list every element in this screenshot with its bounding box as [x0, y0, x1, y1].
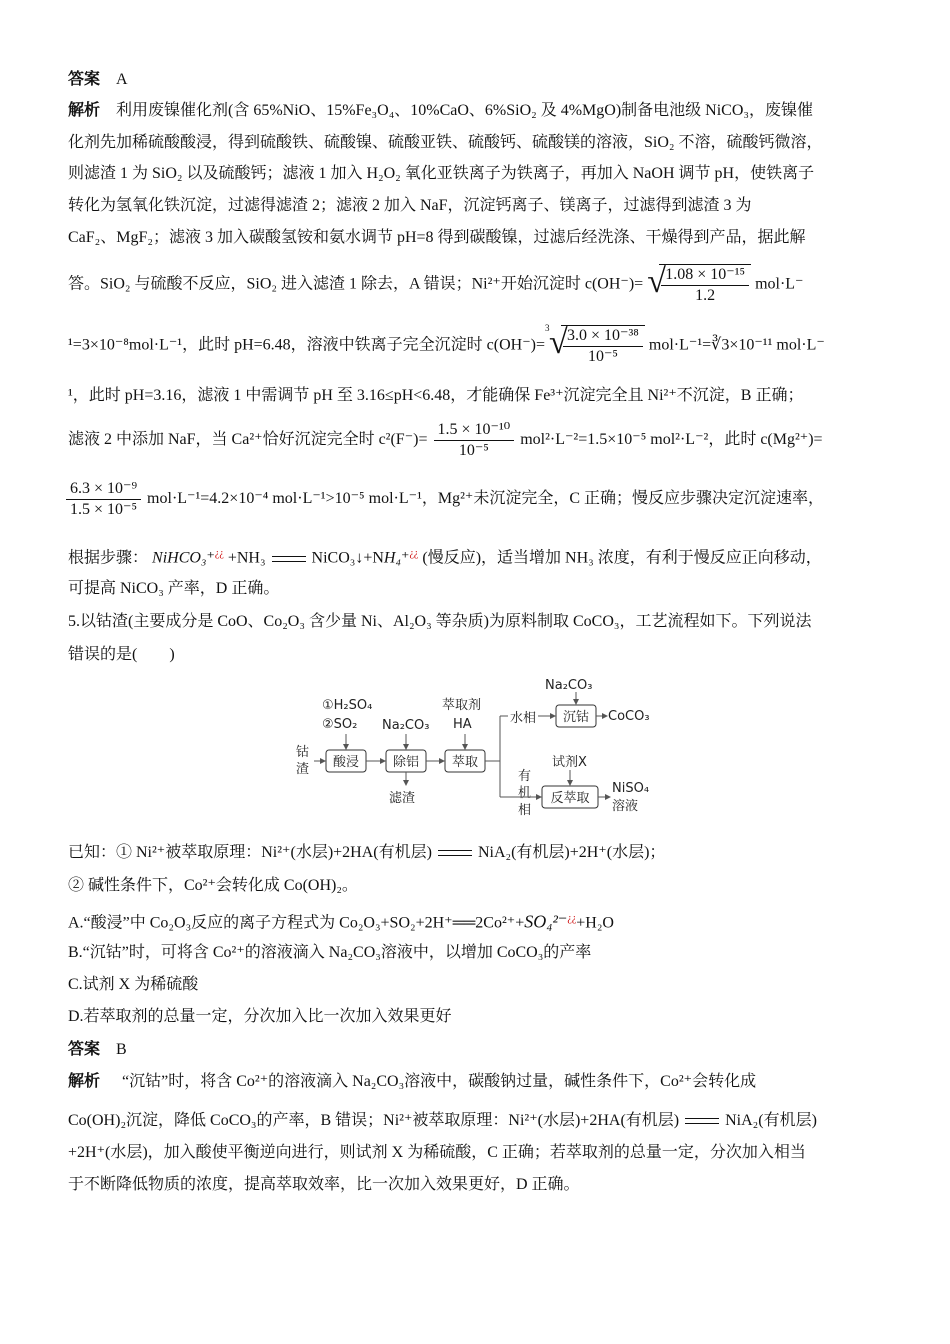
fraction-denominator: 10⁻⁵	[458, 442, 489, 459]
fraction	[563, 326, 643, 367]
start-label-top: 钴	[296, 745, 310, 760]
sqrt-expression	[647, 264, 751, 306]
box4-label: 沉钴	[562, 710, 590, 725]
analysis-line	[68, 1110, 817, 1132]
known-line	[68, 842, 665, 864]
formula: SO₄²⁻	[524, 911, 568, 932]
known-text: NiA₂(有机层)+2H⁺(水层)；	[477, 844, 666, 861]
organic-label-3: 相	[518, 803, 532, 818]
analysis-text: 利用废镍催化剂(含 65%NiO、15%Fe₃O₄、10%CaO、6%SiO₂ 及 4%MgO)制备电池级 NiCO₃，废镍催	[116, 102, 813, 119]
reagent-extractant: 萃取剂	[442, 698, 482, 713]
analysis-line	[68, 100, 813, 122]
analysis-line-formula	[64, 479, 824, 520]
reagent-ha: HA	[453, 717, 472, 732]
formula: NiHCO₃⁺	[152, 549, 215, 567]
question-stem: 错误的是( )	[68, 646, 175, 663]
fraction-numerator: 3.0 × 10⁻³⁸	[563, 326, 643, 347]
analysis-text: 答。SiO₂ 与硫酸不反应，SiO₂ 进入滤渣 1 除去，A 错误；Ni²⁺开始沉淀时 c(OH⁻)=	[68, 275, 644, 293]
option-text: +H₂O	[576, 914, 614, 932]
formula: H₄⁺	[383, 549, 410, 567]
analysis-text: ¹=3×10⁻⁸mol·L⁻¹，此时 pH=6.48，溶液中铁离子完全沉淀时 c(OH⁻)=	[68, 336, 546, 354]
analysis-line: 于不断降低物质的浓度，提高萃取效率，比一次加入效果更好，D 正确。	[68, 1176, 580, 1193]
answer-line-2	[68, 1039, 127, 1061]
option-a	[68, 908, 614, 934]
organic-label-1: 有	[518, 769, 532, 784]
fraction	[434, 420, 515, 461]
question-stem: 5.以钴渣(主要成分是 CoO、Co₂O₃ 含少量 Ni、Al₂O₃ 等杂质)为原料制取 CoCO₃，工艺流程如下。下列说法	[68, 613, 812, 630]
organic-label-2: 机	[518, 786, 532, 801]
answer-label: 答案	[68, 1041, 101, 1058]
reagent-so2: ②SO₂	[322, 717, 358, 732]
analysis-text: 滤液 2 中添加 NaF，当 Ca²⁺恰好沉淀完全时 c²(F⁻)=	[68, 431, 428, 449]
equilibrium-arrow-icon	[438, 849, 472, 857]
analysis-label: 解析	[68, 1073, 101, 1090]
niso4-label: NiSO₄	[612, 781, 650, 796]
option-b: B.“沉钴”时，可将含 Co²⁺的溶液滴入 Na₂CO₃溶液中，以增加 CoCO₃的产率	[68, 944, 592, 961]
answer-label: 答案	[68, 71, 101, 88]
fraction-numerator: 6.3 × 10⁻⁹	[66, 479, 141, 500]
box2-label: 除铝	[392, 755, 420, 770]
fraction-numerator: 1.08 × 10⁻¹⁵	[661, 265, 749, 286]
start-label-bottom: 渣	[296, 762, 310, 777]
analysis-line-formula	[68, 420, 823, 461]
analysis-line: +2H⁺(水层)，加入酸使平衡逆向进行，则试剂 X 为稀硫酸，C 正确；若萃取剂的总量一定，分次加入相当	[68, 1144, 806, 1161]
residue-label: 滤渣	[389, 791, 416, 806]
analysis-text: NiA₂(有机层)	[725, 1112, 817, 1129]
fraction-denominator: 1.2	[695, 287, 716, 304]
analysis-text: mol·L⁻¹=4.2×10⁻⁴ mol·L⁻¹>10⁻⁵ mol·L⁻¹，Mg²⁺未沉淀完全，C 正确；慢反应步骤决定沉淀速率，	[147, 490, 825, 508]
reagent-na2co3-top: Na₂CO₃	[545, 678, 593, 693]
equilibrium-arrow-icon	[685, 1117, 719, 1125]
reagent-na2co3: Na₂CO₃	[382, 718, 430, 733]
analysis-text: “沉钴”时，将含 Co²⁺的溶液滴入 Na₂CO₃溶液中，碳酸钠过量，碱性条件下，Co²⁺会转化成	[122, 1073, 757, 1090]
fraction	[661, 265, 749, 306]
water-phase-label: 水相	[510, 711, 537, 726]
analysis-line: 则滤渣 1 为 SiO₂ 以及硫酸钙；滤液 1 加入 H₂O₂ 氧化亚铁离子为铁离子，再加入 NaOH 调节 pH，使铁离子	[68, 165, 815, 182]
analysis-text: NiCO₃↓+N	[311, 549, 384, 567]
analysis-line: ¹，此时 pH=3.16，滤液 1 中需调节 pH 至 3.16≤pH<6.48，才能确保 Fe³⁺沉淀完全且 Ni²⁺不沉淀，B 正确；	[68, 387, 804, 404]
analysis-label: 解析	[68, 102, 101, 119]
product-label: CoCO₃	[608, 709, 650, 724]
analysis-line: 转化为氢氧化铁沉淀，过滤得滤渣 2；滤液 2 加入 NaF，沉淀钙离子、镁离子，过滤得到滤渣 3 为	[68, 197, 752, 214]
sqrt-icon: √	[549, 324, 568, 361]
fraction-denominator: 1.5 × 10⁻⁵	[70, 501, 138, 518]
known-line: ② 碱性条件下，Co²⁺会转化成 Co(OH)₂。	[68, 877, 358, 894]
fraction-numerator: 1.5 × 10⁻¹⁰	[434, 420, 515, 441]
answer-value: A	[116, 71, 128, 88]
formula-mark: ¿¿	[409, 548, 419, 559]
box5-label: 反萃取	[550, 791, 590, 806]
formula-mark: ¿¿	[567, 913, 577, 924]
analysis-line-formula	[68, 543, 822, 569]
analysis-text: mol·L⁻	[755, 275, 804, 293]
sqrt-icon: √	[647, 263, 666, 300]
analysis-text: +NH₃	[227, 549, 266, 567]
known-text: 已知：① Ni²⁺被萃取原理：Ni²⁺(水层)+2HA(有机层)	[68, 844, 432, 861]
analysis-line-formula	[68, 264, 804, 306]
box1-label: 酸浸	[332, 755, 360, 770]
formula-mark: ¿¿	[214, 548, 224, 559]
analysis-line: 可提高 NiCO₃ 产率，D 正确。	[68, 580, 280, 597]
analysis-line	[68, 1071, 756, 1093]
option-text: A.“酸浸”中 Co₂O₃反应的离子方程式为 Co₂O₃+SO₂+2H⁺══2Co²⁺+	[68, 914, 525, 932]
analysis-text: mol·L⁻¹=∛3×10⁻¹¹ mol·L⁻	[648, 336, 825, 354]
option-d: D.若萃取剂的总量一定，分次加入比一次加入效果更好	[68, 1008, 452, 1025]
analysis-text: (慢反应)，适当增加 NH₃ 浓度，有利于慢反应正向移动，	[422, 549, 822, 567]
answer-line-1	[68, 69, 128, 91]
equilibrium-arrow-icon	[272, 555, 306, 563]
analysis-text: mol²·L⁻²=1.5×10⁻⁵ mol²·L⁻²，此时 c(Mg²⁺)=	[520, 431, 823, 449]
cbrt-expression: 3 √ $\frac{\text{3.0 × 10⁻³⁸}}{\text{10⁻⁵}}$	[549, 325, 645, 367]
option-c: C.试剂 X 为稀硫酸	[68, 976, 199, 993]
fraction	[66, 479, 141, 520]
answer-value: B	[116, 1041, 127, 1058]
process-flow-diagram	[290, 672, 670, 822]
reagent-h2so4: ①H₂SO₄	[322, 698, 373, 713]
analysis-line-formula	[68, 325, 825, 367]
niso4-solution-label: 溶液	[612, 799, 639, 814]
box3-label: 萃取	[451, 755, 479, 770]
analysis-line: CaF₂、MgF₂；滤液 3 加入碳酸氢铵和氨水调节 pH=8 得到碳酸镍，过滤后经洗涤、干燥得到产品，据此解	[68, 229, 806, 246]
analysis-text: 根据步骤：	[68, 549, 149, 567]
analysis-line: 化剂先加稀硫酸酸浸，得到硫酸铁、硫酸镍、硫酸亚铁、硫酸钙、硫酸镁的溶液，SiO₂ 不溶，硫酸钙微溶，	[68, 134, 823, 151]
analysis-text: Co(OH)₂沉淀，降低 CoCO₃的产率，B 错误；Ni²⁺被萃取原理：Ni²⁺(水层)+2HA(有机层)	[68, 1112, 680, 1129]
reagent-x-label: 试剂X	[552, 755, 587, 770]
fraction-denominator: 10⁻⁵	[587, 348, 618, 365]
